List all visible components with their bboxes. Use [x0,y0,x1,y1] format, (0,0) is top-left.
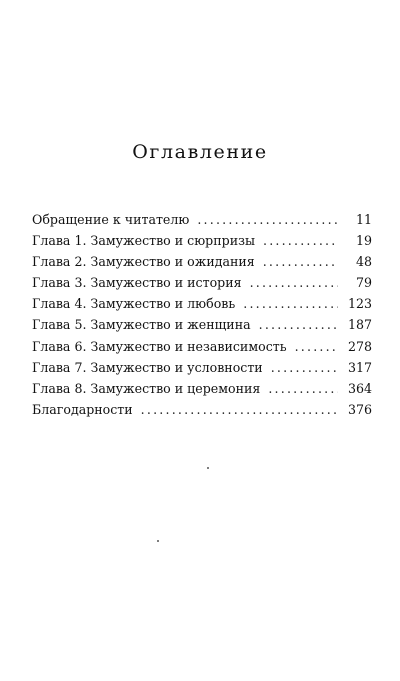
toc-entry-page: 317 [347,359,372,375]
toc-entry [32,230,372,251]
toc-entry-title: Глава 1. Замужество и сюрпризы [32,233,255,249]
toc-entry-page: 79 [355,275,372,291]
dot-leader [263,230,338,251]
toc-entry-title: Обращение к читателю [32,212,190,227]
toc-entry-page: 376 [347,401,372,417]
toc-entry-title: Глава 2. Замужество и ожидания [32,254,255,270]
page-title: Оглавление [132,141,268,163]
dot-leader [259,314,338,335]
toc-entry [32,314,372,335]
toc-entry-title: Глава 5. Замужество и женщина [32,317,251,333]
toc-entry-page: 19 [355,233,372,249]
toc-entry-page: 123 [347,296,372,312]
toc-entry [32,399,372,420]
toc-entry-page: 364 [347,380,372,396]
toc-entry [32,357,372,378]
toc-entry [32,272,372,293]
scan-speck [207,467,209,469]
dot-leader [243,293,338,314]
dot-leader [271,357,338,378]
table-of-contents [32,209,372,420]
toc-entry [32,209,372,230]
toc-entry-title: Глава 4. Замужество и любовь [32,296,236,312]
dot-leader [197,209,338,230]
toc-entry-page: 278 [347,338,372,354]
toc-entry-title: Глава 8. Замужество и церемония [32,380,261,396]
scan-speck [157,540,159,542]
toc-entry-title: Глава 7. Замужество и условности [32,359,263,375]
toc-entry-page: 11 [355,212,372,227]
toc-entry-title: Благодарности [32,401,133,417]
toc-entry-title: Глава 3. Замужество и история [32,275,242,291]
dot-leader [268,378,338,399]
toc-entry-title: Глава 6. Замужество и независимость [32,338,287,354]
toc-entry [32,251,372,272]
toc-entry [32,336,372,357]
toc-entry-page: 48 [355,254,372,270]
toc-entry [32,378,372,399]
dot-leader [295,336,338,357]
dot-leader [141,399,338,420]
toc-entry [32,293,372,314]
toc-entry-page: 187 [347,317,372,333]
dot-leader [250,272,338,293]
dot-leader [263,251,338,272]
